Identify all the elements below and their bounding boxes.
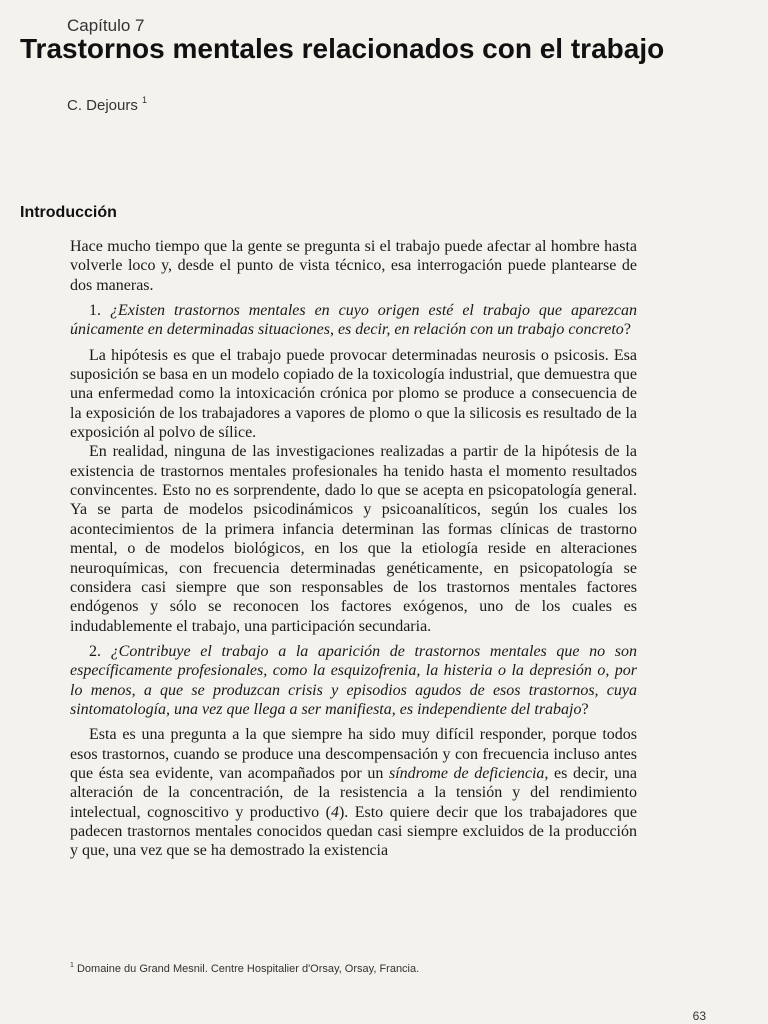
question-2 (70, 642, 637, 719)
author-footnote-mark: 1 (142, 95, 148, 105)
question-1-number: 1. (89, 302, 110, 320)
section-title: Introducción (20, 204, 117, 221)
question-2-number: 2. (89, 642, 111, 660)
answer-text-c: ). Esto quiere decir que los trabajadores que padecen trastornos mentales conocidos quedan casi siempre excluidos de la producción y que, una vez que se ha demostrado la existencia (70, 803, 638, 860)
body-text (70, 237, 637, 861)
footnote-text: Domaine du Grand Mesnil. Centre Hospitalier d'Orsay, Orsay, Francia. (76, 963, 420, 975)
answer-text-a: Esta es una pregunta a la que siempre ha sido muy difícil responder, porque todos esos trastornos, cuando se produce una descompensación y con frecuencia incluso antes que ésta sea evidente, van acompañados por un (70, 726, 637, 782)
question-2-text: ¿Contribuye el trabajo a la aparición de trastornos mentales que no son específicamente profesionales, como la esquizofrenia, la histeria o la depresión o, por lo menos, a que se produzcan crisis y episodios agudos de esos trastornos, cuya sintomatología, una vez que llega a ser manifiesta, es independiente del trabajo (70, 642, 638, 718)
paragraph-reality: En realidad, ninguna de las investigaciones realizadas a partir de la hipótesis de la existencia de trastornos mentales profesionales ha tenido hasta el momento resultados convincentes. Esto no es sorprendente, dado lo que se acepta en psicopatología general. Ya se parta de modelos psicodinámicos y psicoanalíticos, según los cuales los acontecimientos de la primera infancia determinan las formas clínicas de trastorno mental, o de modelos biológicos, en los que la etiología reside en alteraciones neuroquímicas, con frecuencia determinadas genéticamente, en psicopatología se considera casi siempre que son responsables de los trastornos mentales factores endógenos y sólo se reconocen los factores exógenos, uno de los cuales es indudablemente el trabajo, una participación secundaria. (70, 443, 637, 635)
author-name: C. Dejours (67, 97, 138, 114)
chapter-title: Trastornos mentales relacionados con el trabajo (20, 33, 665, 64)
question-1-mark: ? (623, 321, 631, 339)
answer-italic: síndrome de deficiencia, (388, 764, 549, 782)
question-2-mark: ? (581, 700, 589, 718)
question-1-text: ¿Existen trastornos mentales en cuyo origen esté el trabajo que aparezcan únicamente en determinadas situaciones, es decir, en relación con un trabajo concreto (70, 302, 638, 339)
paragraph-answer (70, 725, 637, 860)
question-1 (70, 301, 637, 340)
paragraph-hypothesis: La hipótesis es que el trabajo puede provocar determinadas neurosis o psicosis. Esa suposición se basa en un modelo copiado de la toxicología industrial, que demuestra que una enfermedad como la intoxicación crónica por plomo se produce a consecuencia de la exposición de los trabajadores a vapores de plomo o que la silicosis es resultado de la exposición al polvo de sílice. (70, 346, 637, 442)
footnote (70, 962, 419, 975)
reference-number: 4 (330, 803, 339, 821)
answer-text-b: es decir, una alteración de la concentración, de la resistencia a la tensión y del rendimiento intelectual, cognoscitivo y productivo ( (70, 764, 638, 821)
chapter-label: Capítulo 7 (67, 16, 145, 35)
footnote-mark: 1 (70, 962, 74, 969)
page-number: 63 (692, 1009, 706, 1023)
paragraph-intro: Hace mucho tiempo que la gente se pregunta si el trabajo puede afectar al hombre hasta volverle loco y, desde el punto de vista técnico, esa interrogación puede plantearse de dos maneras. (70, 238, 637, 294)
author (67, 95, 147, 114)
